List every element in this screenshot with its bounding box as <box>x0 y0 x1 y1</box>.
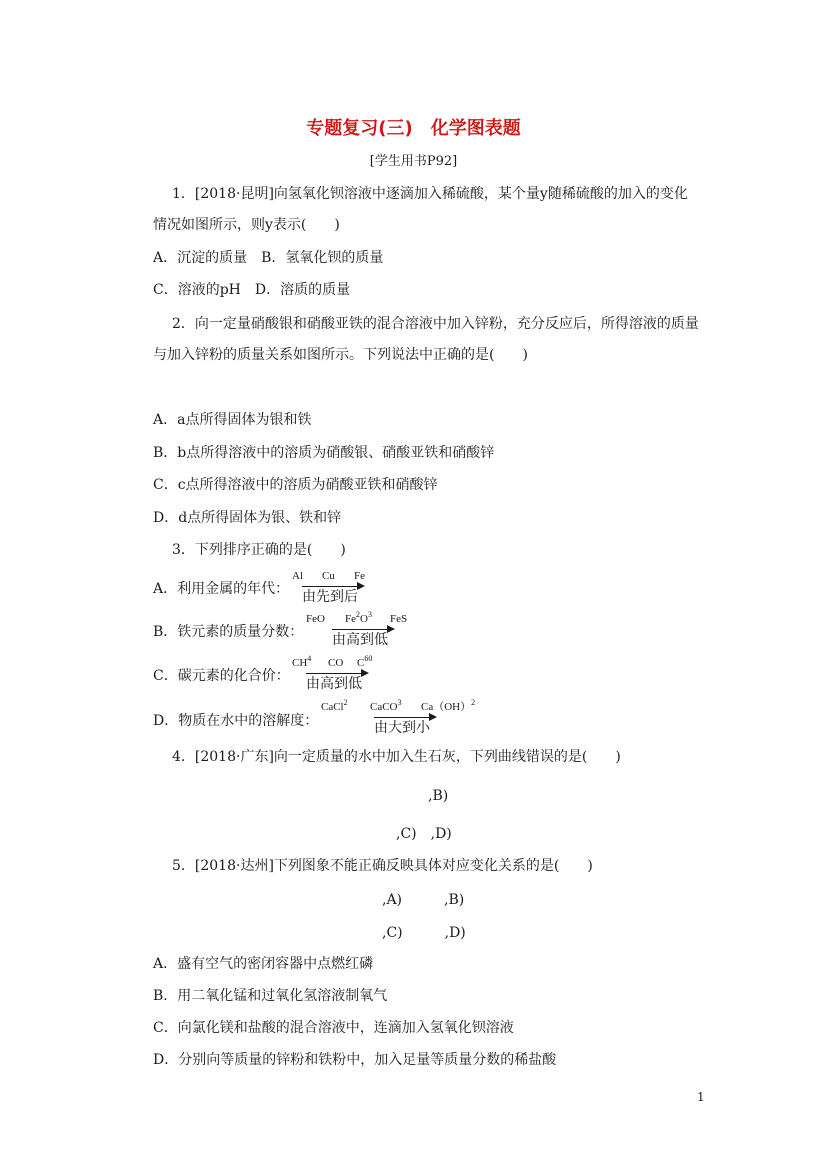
q3-c-s1-sup: 4 <box>307 654 312 663</box>
q2-stem-line1: 2．向一定量硝酸银和硝酸亚铁的混合溶液中加入锌粉，充分反应后，所得溶液的质量 <box>172 316 699 332</box>
q4-figure-row2: ,C) ,D) <box>396 826 452 842</box>
q4-figure-row1: ,B) <box>428 788 449 804</box>
q2-option-d: D．d点所得固体为银、铁和锌 <box>153 510 342 526</box>
q3-d-s2-sup: 3 <box>397 698 402 707</box>
q3-b-order-label: 由高到低 <box>332 632 388 648</box>
q3-d-substance-2 <box>370 698 402 714</box>
q3-b-s2-sup1: 2 <box>356 610 360 619</box>
q3-c-s3-part: C <box>357 657 365 669</box>
q1-stem-line1: 1．[2018·昆明]向氢氧化钡溶液中逐滴加入稀硫酸，某个量y随稀硫酸的加入的变化 <box>172 186 688 202</box>
q3-b-s2-sup2: 3 <box>367 610 372 619</box>
q3-b-substance-3: FeS <box>390 613 408 625</box>
q3-b-s2-part2: O <box>360 613 368 625</box>
q2-option-b: B．b点所得溶液中的溶质为硝酸银、硝酸亚铁和硝酸锌 <box>153 445 495 461</box>
q3-stem: 3．下列排序正确的是( ) <box>172 542 346 558</box>
q3-d-arrow-head-icon <box>429 713 437 721</box>
q3-c-arrow-line <box>306 673 362 674</box>
q5-stem: 5．[2018·达州]下列图象不能正确反映具体对应变化关系的是( ) <box>172 858 593 874</box>
q3-b-arrow-line <box>332 629 388 630</box>
source-reference: [学生用书P92] <box>369 154 458 169</box>
q3-d-s3-sup: 2 <box>471 698 476 707</box>
q3-a-substance-3: Fe <box>354 570 365 582</box>
q3-d-substance-1 <box>321 698 348 714</box>
q3-b-substance-1: FeO <box>306 613 325 625</box>
q3-b-substance-2 <box>345 610 372 626</box>
q1-options-ab: A．沉淀的质量 B．氢氧化钡的质量 <box>153 250 384 266</box>
q3-option-a-label: A．利用金属的年代： <box>153 581 290 597</box>
q3-d-s3-part: Ca（OH） <box>421 701 472 713</box>
q1-options-cd: C．溶液的pH D．溶质的质量 <box>153 282 351 298</box>
q3-d-s1-part: CaCl <box>321 701 344 713</box>
q3-option-d-label: D．物质在水中的溶解度： <box>153 713 319 729</box>
q3-c-arrow-head-icon <box>361 669 369 677</box>
q2-option-c: C．c点所得溶液中的溶质为硝酸亚铁和硝酸锌 <box>153 477 438 493</box>
q5-option-d: D．分别向等质量的锌粉和铁粉中，加入足量等质量分数的稀盐酸 <box>153 1052 557 1068</box>
q3-b-s2-part1: Fe <box>345 613 356 625</box>
q3-c-substance-2: CO <box>328 657 344 669</box>
q4-stem: 4．[2018·广东]向一定质量的水中加入生石灰，下列曲线错误的是( ) <box>172 749 621 765</box>
q2-stem-line2: 与加入锌粉的质量关系如图所示。下列说法中正确的是( ) <box>153 347 528 363</box>
q3-a-arrow-line <box>302 586 358 587</box>
q5-option-b: B．用二氧化锰和过氧化氢溶液制氧气 <box>153 988 388 1004</box>
q5-option-a: A．盛有空气的密闭容器中点燃红磷 <box>153 956 374 972</box>
q3-option-c-label: C．碳元素的化合价： <box>153 668 290 684</box>
q3-c-s3-sup: 60 <box>364 654 373 663</box>
q3-a-order-label: 由先到后 <box>302 589 358 605</box>
q3-a-substance-2: Cu <box>322 570 335 582</box>
q3-c-s1-part: CH <box>292 657 308 669</box>
page-number: 1 <box>697 1090 705 1104</box>
q3-c-order-label: 由高到低 <box>306 676 362 692</box>
q3-b-arrow-head-icon <box>387 625 395 633</box>
q3-d-s1-sup: 2 <box>343 698 348 707</box>
q3-d-s2-part: CaCO <box>370 701 398 713</box>
q3-c-substance-1 <box>292 654 312 670</box>
page-title: 专题复习(三) 化学图表题 <box>306 118 521 139</box>
q3-d-arrow-line <box>374 717 430 718</box>
q5-figure-row2: ,C) ,D) <box>382 925 466 941</box>
q5-figure-row1: ,A) ,B) <box>382 892 465 908</box>
q3-a-arrow-head-icon <box>357 582 365 590</box>
q3-d-order-label: 由大到小 <box>374 720 430 736</box>
q5-option-c: C．向氯化镁和盐酸的混合溶液中，连滴加入氢氧化钡溶液 <box>153 1020 514 1036</box>
q3-option-b-label: B．铁元素的质量分数： <box>153 624 304 640</box>
q1-stem-line2: 情况如图所示，则y表示( ) <box>153 217 340 233</box>
q3-a-substance-1: Al <box>292 570 303 582</box>
q2-option-a: A．a点所得固体为银和铁 <box>153 412 312 428</box>
